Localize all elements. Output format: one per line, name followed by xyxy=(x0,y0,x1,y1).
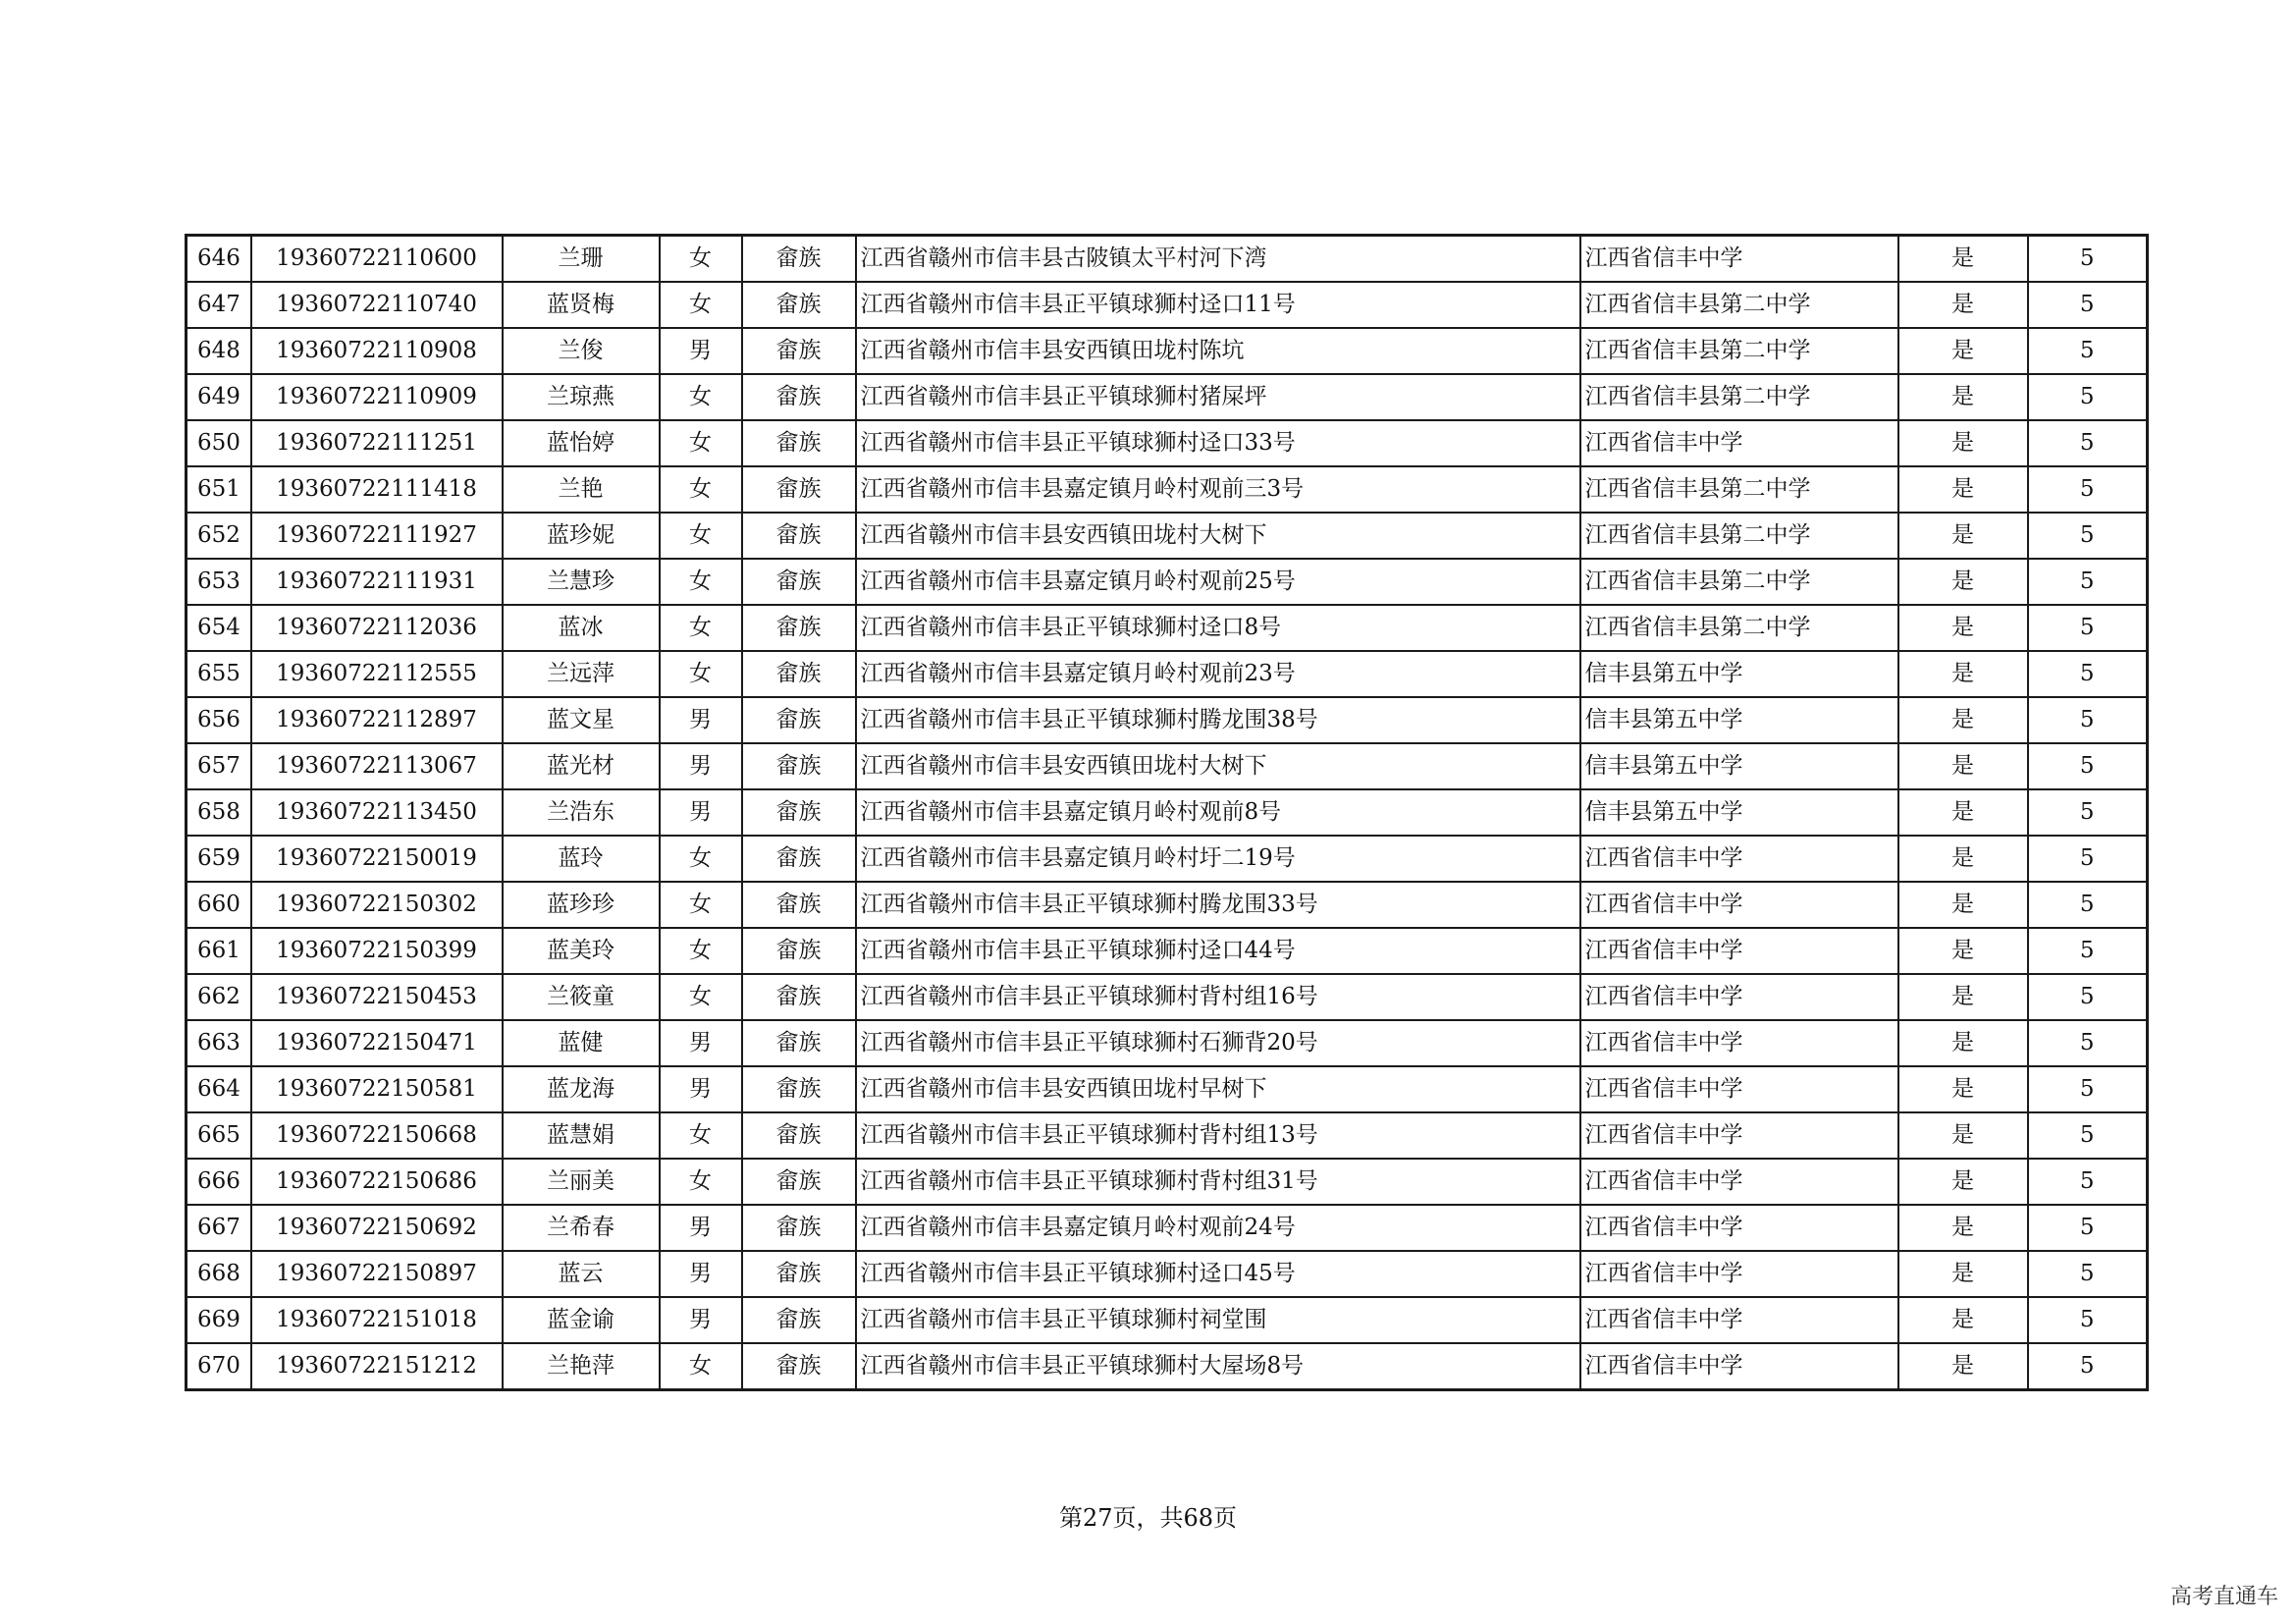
cell-idx: 667 xyxy=(187,1205,251,1251)
cell-flag: 是 xyxy=(1898,1297,2028,1343)
cell-name: 兰艳萍 xyxy=(503,1343,660,1390)
cell-name: 兰丽美 xyxy=(503,1159,660,1205)
cell-school: 江西省信丰中学 xyxy=(1580,1343,1898,1390)
table-row xyxy=(187,282,2148,328)
cell-score: 5 xyxy=(2028,236,2148,283)
cell-gender: 女 xyxy=(660,559,742,605)
cell-exam-id: 19360722113067 xyxy=(251,743,503,789)
cell-score: 5 xyxy=(2028,374,2148,420)
cell-flag: 是 xyxy=(1898,513,2028,559)
cell-score: 5 xyxy=(2028,420,2148,466)
cell-exam-id: 19360722110600 xyxy=(251,236,503,283)
cell-flag: 是 xyxy=(1898,789,2028,836)
cell-addr: 江西省赣州市信丰县正平镇球狮村迳口44号 xyxy=(856,928,1580,974)
cell-score: 5 xyxy=(2028,1020,2148,1066)
cell-score: 5 xyxy=(2028,1066,2148,1112)
cell-exam-id: 19360722150453 xyxy=(251,974,503,1020)
cell-school: 江西省信丰县第二中学 xyxy=(1580,605,1898,651)
cell-exam-id: 19360722150581 xyxy=(251,1066,503,1112)
cell-name: 蓝美玲 xyxy=(503,928,660,974)
cell-ethnicity: 畲族 xyxy=(742,1066,856,1112)
cell-idx: 658 xyxy=(187,789,251,836)
cell-school: 江西省信丰中学 xyxy=(1580,420,1898,466)
cell-ethnicity: 畲族 xyxy=(742,882,856,928)
cell-addr: 江西省赣州市信丰县嘉定镇月岭村圩二19号 xyxy=(856,836,1580,882)
cell-school: 江西省信丰中学 xyxy=(1580,928,1898,974)
cell-flag: 是 xyxy=(1898,1205,2028,1251)
cell-ethnicity: 畲族 xyxy=(742,1112,856,1159)
cell-score: 5 xyxy=(2028,605,2148,651)
cell-score: 5 xyxy=(2028,836,2148,882)
cell-idx: 654 xyxy=(187,605,251,651)
table-row xyxy=(187,882,2148,928)
cell-score: 5 xyxy=(2028,882,2148,928)
table-row xyxy=(187,1251,2148,1297)
cell-ethnicity: 畲族 xyxy=(742,836,856,882)
cell-addr: 江西省赣州市信丰县正平镇球狮村迳口45号 xyxy=(856,1251,1580,1297)
cell-idx: 668 xyxy=(187,1251,251,1297)
cell-exam-id: 19360722111418 xyxy=(251,466,503,513)
cell-school: 江西省信丰中学 xyxy=(1580,1020,1898,1066)
cell-flag: 是 xyxy=(1898,1066,2028,1112)
cell-exam-id: 19360722113450 xyxy=(251,789,503,836)
table-row xyxy=(187,236,2148,283)
cell-exam-id: 19360722150019 xyxy=(251,836,503,882)
cell-name: 蓝怡婷 xyxy=(503,420,660,466)
cell-exam-id: 19360722110908 xyxy=(251,328,503,374)
cell-idx: 647 xyxy=(187,282,251,328)
cell-school: 江西省信丰中学 xyxy=(1580,974,1898,1020)
cell-gender: 女 xyxy=(660,236,742,283)
table-row xyxy=(187,1020,2148,1066)
cell-addr: 江西省赣州市信丰县安西镇田垅村早树下 xyxy=(856,1066,1580,1112)
cell-ethnicity: 畲族 xyxy=(742,466,856,513)
cell-score: 5 xyxy=(2028,328,2148,374)
table-body xyxy=(187,236,2148,1390)
cell-score: 5 xyxy=(2028,513,2148,559)
cell-name: 蓝玲 xyxy=(503,836,660,882)
cell-addr: 江西省赣州市信丰县古陂镇太平村河下湾 xyxy=(856,236,1580,283)
cell-ethnicity: 畲族 xyxy=(742,328,856,374)
cell-ethnicity: 畲族 xyxy=(742,1251,856,1297)
cell-gender: 女 xyxy=(660,1159,742,1205)
cell-school: 江西省信丰县第二中学 xyxy=(1580,374,1898,420)
cell-school: 江西省信丰县第二中学 xyxy=(1580,282,1898,328)
cell-school: 信丰县第五中学 xyxy=(1580,697,1898,743)
cell-name: 蓝龙海 xyxy=(503,1066,660,1112)
cell-flag: 是 xyxy=(1898,1020,2028,1066)
cell-gender: 女 xyxy=(660,1112,742,1159)
page-number: 第27页，共68页 xyxy=(1058,1504,1238,1532)
cell-gender: 女 xyxy=(660,928,742,974)
cell-score: 5 xyxy=(2028,789,2148,836)
cell-gender: 男 xyxy=(660,1066,742,1112)
cell-gender: 男 xyxy=(660,1020,742,1066)
cell-flag: 是 xyxy=(1898,328,2028,374)
cell-gender: 男 xyxy=(660,1251,742,1297)
cell-score: 5 xyxy=(2028,1159,2148,1205)
cell-school: 江西省信丰县第二中学 xyxy=(1580,466,1898,513)
cell-school: 信丰县第五中学 xyxy=(1580,651,1898,697)
cell-name: 蓝冰 xyxy=(503,605,660,651)
cell-gender: 女 xyxy=(660,513,742,559)
cell-flag: 是 xyxy=(1898,1343,2028,1390)
cell-idx: 650 xyxy=(187,420,251,466)
cell-gender: 女 xyxy=(660,605,742,651)
cell-flag: 是 xyxy=(1898,466,2028,513)
cell-name: 兰希春 xyxy=(503,1205,660,1251)
cell-gender: 女 xyxy=(660,466,742,513)
cell-idx: 660 xyxy=(187,882,251,928)
cell-addr: 江西省赣州市信丰县嘉定镇月岭村观前23号 xyxy=(856,651,1580,697)
cell-score: 5 xyxy=(2028,466,2148,513)
cell-flag: 是 xyxy=(1898,559,2028,605)
cell-ethnicity: 畲族 xyxy=(742,1205,856,1251)
cell-school: 信丰县第五中学 xyxy=(1580,743,1898,789)
cell-idx: 653 xyxy=(187,559,251,605)
cell-exam-id: 19360722110909 xyxy=(251,374,503,420)
cell-addr: 江西省赣州市信丰县安西镇田垅村大树下 xyxy=(856,513,1580,559)
cell-idx: 664 xyxy=(187,1066,251,1112)
cell-name: 蓝慧娟 xyxy=(503,1112,660,1159)
cell-addr: 江西省赣州市信丰县嘉定镇月岭村观前8号 xyxy=(856,789,1580,836)
cell-idx: 656 xyxy=(187,697,251,743)
cell-ethnicity: 畲族 xyxy=(742,374,856,420)
cell-gender: 女 xyxy=(660,282,742,328)
table-row xyxy=(187,928,2148,974)
cell-score: 5 xyxy=(2028,1297,2148,1343)
cell-addr: 江西省赣州市信丰县安西镇田垅村大树下 xyxy=(856,743,1580,789)
cell-idx: 670 xyxy=(187,1343,251,1390)
cell-exam-id: 19360722111251 xyxy=(251,420,503,466)
cell-score: 5 xyxy=(2028,974,2148,1020)
table-row xyxy=(187,559,2148,605)
cell-exam-id: 19360722112036 xyxy=(251,605,503,651)
cell-exam-id: 19360722150692 xyxy=(251,1205,503,1251)
cell-exam-id: 19360722150897 xyxy=(251,1251,503,1297)
cell-name: 蓝金谕 xyxy=(503,1297,660,1343)
cell-score: 5 xyxy=(2028,1251,2148,1297)
table-row xyxy=(187,1297,2148,1343)
cell-score: 5 xyxy=(2028,1343,2148,1390)
table-row xyxy=(187,789,2148,836)
cell-name: 兰筱童 xyxy=(503,974,660,1020)
cell-idx: 648 xyxy=(187,328,251,374)
cell-score: 5 xyxy=(2028,282,2148,328)
cell-name: 兰俊 xyxy=(503,328,660,374)
cell-school: 江西省信丰中学 xyxy=(1580,1112,1898,1159)
table-row xyxy=(187,374,2148,420)
cell-flag: 是 xyxy=(1898,882,2028,928)
table-row xyxy=(187,974,2148,1020)
cell-exam-id: 19360722111927 xyxy=(251,513,503,559)
table-row xyxy=(187,466,2148,513)
cell-name: 蓝珍珍 xyxy=(503,882,660,928)
cell-gender: 女 xyxy=(660,974,742,1020)
table-row xyxy=(187,1066,2148,1112)
cell-name: 兰浩东 xyxy=(503,789,660,836)
cell-gender: 男 xyxy=(660,328,742,374)
cell-name: 蓝光材 xyxy=(503,743,660,789)
cell-school: 江西省信丰中学 xyxy=(1580,882,1898,928)
cell-addr: 江西省赣州市信丰县正平镇球狮村祠堂围 xyxy=(856,1297,1580,1343)
cell-ethnicity: 畲族 xyxy=(742,974,856,1020)
cell-exam-id: 19360722150471 xyxy=(251,1020,503,1066)
cell-addr: 江西省赣州市信丰县正平镇球狮村腾龙围38号 xyxy=(856,697,1580,743)
cell-name: 蓝珍妮 xyxy=(503,513,660,559)
cell-gender: 女 xyxy=(660,420,742,466)
cell-ethnicity: 畲族 xyxy=(742,1159,856,1205)
cell-idx: 661 xyxy=(187,928,251,974)
cell-addr: 江西省赣州市信丰县正平镇球狮村背村组16号 xyxy=(856,974,1580,1020)
table-row xyxy=(187,836,2148,882)
cell-exam-id: 19360722150686 xyxy=(251,1159,503,1205)
cell-addr: 江西省赣州市信丰县安西镇田垅村陈坑 xyxy=(856,328,1580,374)
table-row xyxy=(187,1205,2148,1251)
cell-ethnicity: 畲族 xyxy=(742,513,856,559)
cell-gender: 男 xyxy=(660,743,742,789)
cell-school: 江西省信丰县第二中学 xyxy=(1580,559,1898,605)
cell-school: 江西省信丰中学 xyxy=(1580,1251,1898,1297)
cell-school: 江西省信丰县第二中学 xyxy=(1580,513,1898,559)
table-row xyxy=(187,420,2148,466)
cell-ethnicity: 畲族 xyxy=(742,697,856,743)
cell-flag: 是 xyxy=(1898,651,2028,697)
cell-gender: 男 xyxy=(660,1205,742,1251)
cell-idx: 669 xyxy=(187,1297,251,1343)
cell-idx: 649 xyxy=(187,374,251,420)
table-row xyxy=(187,1343,2148,1390)
cell-flag: 是 xyxy=(1898,605,2028,651)
cell-name: 蓝贤梅 xyxy=(503,282,660,328)
cell-addr: 江西省赣州市信丰县嘉定镇月岭村观前25号 xyxy=(856,559,1580,605)
table-row xyxy=(187,605,2148,651)
cell-name: 兰琼燕 xyxy=(503,374,660,420)
cell-school: 信丰县第五中学 xyxy=(1580,789,1898,836)
cell-name: 兰远萍 xyxy=(503,651,660,697)
cell-exam-id: 19360722112555 xyxy=(251,651,503,697)
cell-school: 江西省信丰中学 xyxy=(1580,1297,1898,1343)
cell-school: 江西省信丰中学 xyxy=(1580,1066,1898,1112)
cell-addr: 江西省赣州市信丰县正平镇球狮村迳口33号 xyxy=(856,420,1580,466)
cell-gender: 女 xyxy=(660,882,742,928)
cell-ethnicity: 畲族 xyxy=(742,236,856,283)
table-row xyxy=(187,743,2148,789)
cell-exam-id: 19360722151212 xyxy=(251,1343,503,1390)
cell-name: 兰艳 xyxy=(503,466,660,513)
cell-ethnicity: 畲族 xyxy=(742,1343,856,1390)
cell-exam-id: 19360722150399 xyxy=(251,928,503,974)
cell-flag: 是 xyxy=(1898,974,2028,1020)
table-row xyxy=(187,328,2148,374)
cell-flag: 是 xyxy=(1898,374,2028,420)
cell-gender: 男 xyxy=(660,789,742,836)
cell-name: 兰慧珍 xyxy=(503,559,660,605)
cell-gender: 男 xyxy=(660,697,742,743)
table-row xyxy=(187,697,2148,743)
cell-idx: 663 xyxy=(187,1020,251,1066)
cell-exam-id: 19360722110740 xyxy=(251,282,503,328)
cell-school: 江西省信丰中学 xyxy=(1580,236,1898,283)
cell-idx: 657 xyxy=(187,743,251,789)
cell-flag: 是 xyxy=(1898,282,2028,328)
cell-score: 5 xyxy=(2028,928,2148,974)
cell-score: 5 xyxy=(2028,743,2148,789)
cell-ethnicity: 畲族 xyxy=(742,1020,856,1066)
cell-addr: 江西省赣州市信丰县正平镇球狮村石狮背20号 xyxy=(856,1020,1580,1066)
cell-score: 5 xyxy=(2028,1112,2148,1159)
student-list-table xyxy=(185,234,2149,1391)
table-row xyxy=(187,513,2148,559)
cell-flag: 是 xyxy=(1898,743,2028,789)
cell-flag: 是 xyxy=(1898,236,2028,283)
cell-score: 5 xyxy=(2028,651,2148,697)
cell-addr: 江西省赣州市信丰县嘉定镇月岭村观前24号 xyxy=(856,1205,1580,1251)
table-row xyxy=(187,1112,2148,1159)
cell-flag: 是 xyxy=(1898,1251,2028,1297)
cell-exam-id: 19360722150668 xyxy=(251,1112,503,1159)
cell-gender: 女 xyxy=(660,1343,742,1390)
cell-ethnicity: 畲族 xyxy=(742,743,856,789)
cell-ethnicity: 畲族 xyxy=(742,928,856,974)
cell-addr: 江西省赣州市信丰县正平镇球狮村猪屎坪 xyxy=(856,374,1580,420)
cell-exam-id: 19360722151018 xyxy=(251,1297,503,1343)
cell-idx: 646 xyxy=(187,236,251,283)
cell-name: 蓝云 xyxy=(503,1251,660,1297)
cell-idx: 655 xyxy=(187,651,251,697)
cell-idx: 665 xyxy=(187,1112,251,1159)
cell-addr: 江西省赣州市信丰县正平镇球狮村腾龙围33号 xyxy=(856,882,1580,928)
table-row xyxy=(187,651,2148,697)
table-row xyxy=(187,1159,2148,1205)
cell-ethnicity: 畲族 xyxy=(742,1297,856,1343)
cell-gender: 男 xyxy=(660,1297,742,1343)
cell-idx: 662 xyxy=(187,974,251,1020)
cell-exam-id: 19360722112897 xyxy=(251,697,503,743)
cell-gender: 女 xyxy=(660,374,742,420)
cell-flag: 是 xyxy=(1898,928,2028,974)
cell-addr: 江西省赣州市信丰县正平镇球狮村大屋场8号 xyxy=(856,1343,1580,1390)
cell-gender: 女 xyxy=(660,836,742,882)
cell-exam-id: 19360722150302 xyxy=(251,882,503,928)
cell-school: 江西省信丰中学 xyxy=(1580,836,1898,882)
watermark-text: 高考直通车 xyxy=(2169,1585,2278,1609)
cell-ethnicity: 畲族 xyxy=(742,651,856,697)
cell-name: 蓝文星 xyxy=(503,697,660,743)
cell-score: 5 xyxy=(2028,697,2148,743)
cell-addr: 江西省赣州市信丰县正平镇球狮村迳口8号 xyxy=(856,605,1580,651)
cell-ethnicity: 畲族 xyxy=(742,420,856,466)
cell-ethnicity: 畲族 xyxy=(742,282,856,328)
cell-school: 江西省信丰中学 xyxy=(1580,1159,1898,1205)
cell-name: 蓝健 xyxy=(503,1020,660,1066)
cell-ethnicity: 畲族 xyxy=(742,789,856,836)
cell-idx: 659 xyxy=(187,836,251,882)
cell-flag: 是 xyxy=(1898,836,2028,882)
cell-idx: 666 xyxy=(187,1159,251,1205)
cell-score: 5 xyxy=(2028,559,2148,605)
cell-exam-id: 19360722111931 xyxy=(251,559,503,605)
cell-addr: 江西省赣州市信丰县正平镇球狮村背村组31号 xyxy=(856,1159,1580,1205)
cell-score: 5 xyxy=(2028,1205,2148,1251)
cell-idx: 652 xyxy=(187,513,251,559)
cell-addr: 江西省赣州市信丰县正平镇球狮村迳口11号 xyxy=(856,282,1580,328)
cell-name: 兰珊 xyxy=(503,236,660,283)
cell-addr: 江西省赣州市信丰县嘉定镇月岭村观前三3号 xyxy=(856,466,1580,513)
cell-gender: 女 xyxy=(660,651,742,697)
cell-idx: 651 xyxy=(187,466,251,513)
cell-school: 江西省信丰中学 xyxy=(1580,1205,1898,1251)
cell-ethnicity: 畲族 xyxy=(742,559,856,605)
cell-ethnicity: 畲族 xyxy=(742,605,856,651)
cell-flag: 是 xyxy=(1898,420,2028,466)
cell-addr: 江西省赣州市信丰县正平镇球狮村背村组13号 xyxy=(856,1112,1580,1159)
cell-flag: 是 xyxy=(1898,697,2028,743)
cell-school: 江西省信丰县第二中学 xyxy=(1580,328,1898,374)
cell-flag: 是 xyxy=(1898,1159,2028,1205)
cell-flag: 是 xyxy=(1898,1112,2028,1159)
